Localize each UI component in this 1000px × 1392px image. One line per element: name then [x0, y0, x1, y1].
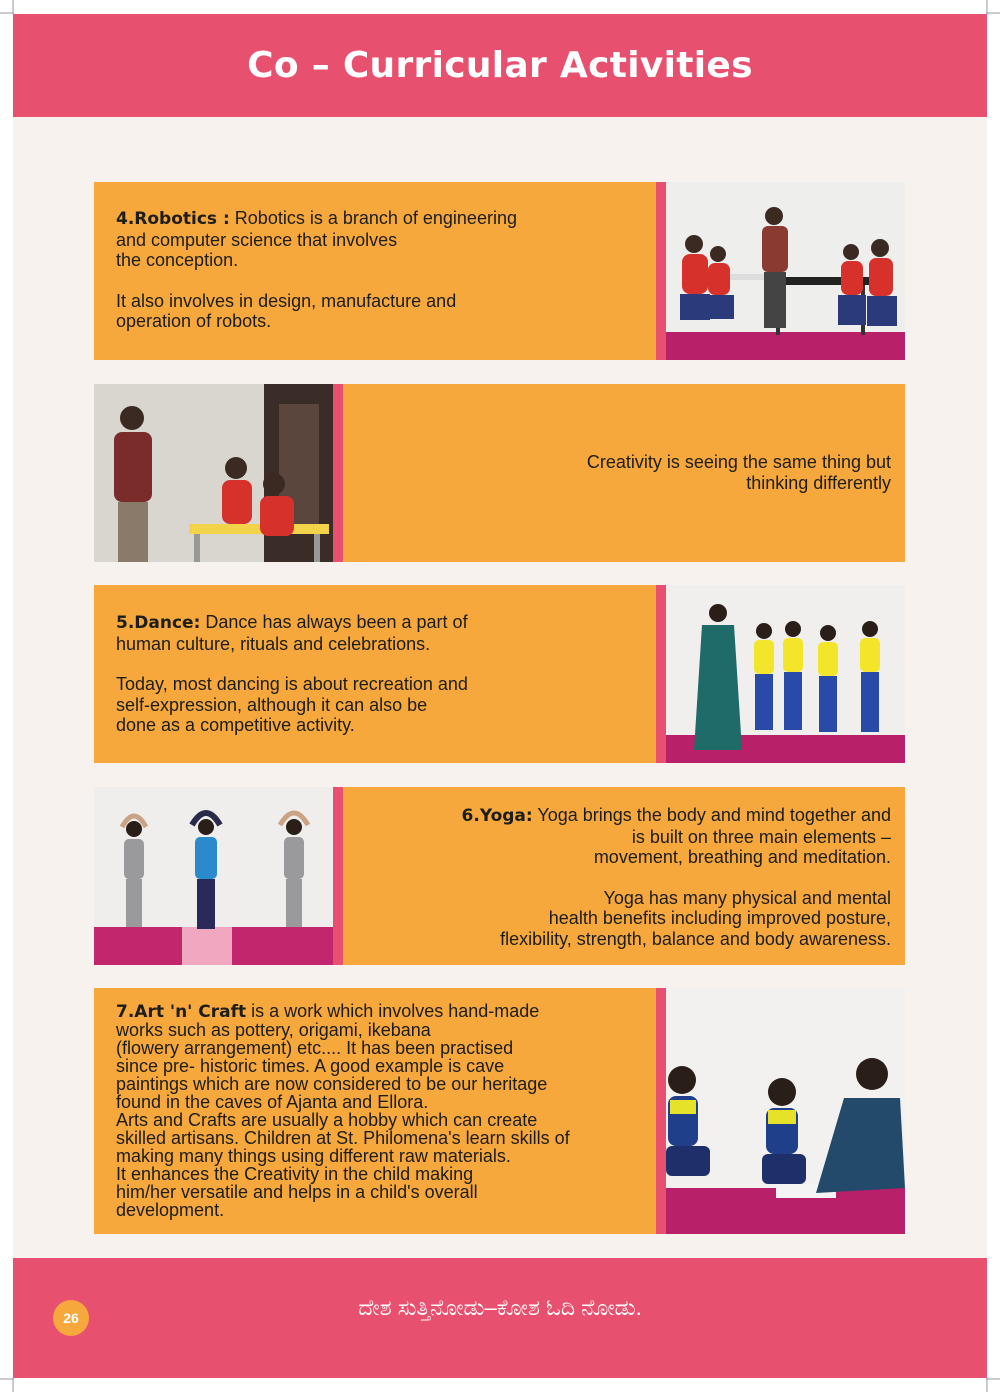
dance-photo [666, 585, 905, 763]
art-craft-line: (flowery arrangement) etc.... It has been practised [116, 1038, 514, 1058]
yoga-line: is built on three main elements – [631, 826, 891, 847]
crop-mark-top-left [0, 0, 14, 14]
yoga-section [94, 787, 905, 965]
art-craft-heading: 7.Art 'n' Craft [116, 1002, 247, 1022]
pink-divider-strip [333, 787, 343, 965]
dance-line: Dance has always been a part of [205, 612, 468, 632]
robotics-line: operation of robots. [116, 311, 272, 331]
robotics-text-box [94, 182, 656, 360]
yoga-line: movement, breathing and meditation. [593, 847, 891, 867]
art-craft-line: It enhances the Creativity in the child making [116, 1164, 474, 1184]
yoga-text-box [343, 787, 905, 965]
dance-paragraph-2 [116, 674, 634, 736]
dance-line: Today, most dancing is about recreation and [116, 674, 468, 694]
yoga-paragraph-2 [365, 888, 891, 950]
robotics-line: and computer science that involves [116, 229, 398, 250]
crop-mark-bottom-right [986, 1378, 1000, 1392]
pink-divider-strip [333, 384, 343, 562]
crop-mark-bottom-left [0, 1378, 14, 1392]
pink-divider-strip [656, 585, 666, 763]
yoga-line: Yoga brings the body and mind together and [537, 805, 891, 825]
robotics-line: the conception. [116, 250, 239, 270]
creativity-section [94, 384, 905, 562]
pink-divider-strip [656, 182, 666, 360]
page-footer [13, 1258, 987, 1378]
art-craft-line: him/her versatile and helps in a child's overall [116, 1182, 478, 1202]
dance-text-box [94, 585, 656, 763]
page-number-badge: 26 [53, 1300, 89, 1336]
art-craft-line: works such as pottery, origami, ikebana [116, 1020, 431, 1040]
robotics-photo [666, 182, 905, 360]
robotics-paragraph-1 [116, 208, 634, 271]
dance-line: human culture, rituals and celebrations. [116, 633, 431, 654]
yoga-photo [94, 787, 333, 965]
art-craft-line: Arts and Crafts are usually a hobby which can create [116, 1110, 538, 1130]
dance-paragraph-1 [116, 612, 634, 654]
art-craft-line: found in the caves of Ajanta and Ellora. [116, 1092, 429, 1112]
dance-section [94, 585, 905, 763]
yoga-heading: 6.Yoga: [461, 806, 533, 826]
page-title: Co – Curricular Activities [247, 45, 753, 86]
dance-line: done as a competitive activity. [116, 715, 355, 735]
yoga-paragraph-1 [365, 805, 891, 868]
creativity-line: thinking differently [746, 472, 891, 493]
art-craft-line: is a work which involves hand-made [251, 1001, 540, 1021]
robotics-class-photo [94, 384, 333, 562]
crop-mark-top-right [986, 0, 1000, 14]
robotics-heading: 4.Robotics : [116, 209, 230, 229]
robotics-paragraph-2 [116, 291, 634, 332]
art-craft-line: skilled artisans. Children at St. Philomena's learn skills of [116, 1128, 570, 1148]
page-header [13, 14, 987, 117]
art-craft-paragraph [116, 1002, 634, 1219]
art-craft-line: paintings which are now considered to be our heritage [116, 1074, 548, 1094]
art-craft-line: since pre- historic times. A good example is cave [116, 1056, 505, 1076]
creativity-line: Creativity is seeing the same thing but [586, 452, 891, 472]
robotics-line: It also involves in design, manufacture and [116, 290, 457, 311]
art-craft-text-box [94, 988, 656, 1234]
creativity-text-box [343, 384, 905, 562]
yoga-line: flexibility, strength, balance and body awareness. [500, 928, 891, 949]
robotics-section [94, 182, 905, 360]
yoga-line: health benefits including improved posture, [548, 908, 891, 928]
art-craft-section [94, 988, 905, 1234]
art-craft-photo [666, 988, 905, 1234]
footer-motto: ದೇಶ ಸುತ್ತಿನೋಡು–ಕೋಶ ಓದಿ ನೋಡು. [358, 1295, 642, 1320]
creativity-quote [365, 452, 891, 493]
dance-line: self-expression, although it can also be [116, 694, 428, 715]
pink-divider-strip [656, 988, 666, 1234]
robotics-line: Robotics is a branch of engineering [234, 208, 517, 228]
yoga-line: Yoga has many physical and mental [603, 887, 891, 908]
art-craft-line: development. [116, 1200, 225, 1220]
dance-heading: 5.Dance: [116, 613, 201, 633]
art-craft-line: making many things using different raw materials. [116, 1146, 511, 1166]
